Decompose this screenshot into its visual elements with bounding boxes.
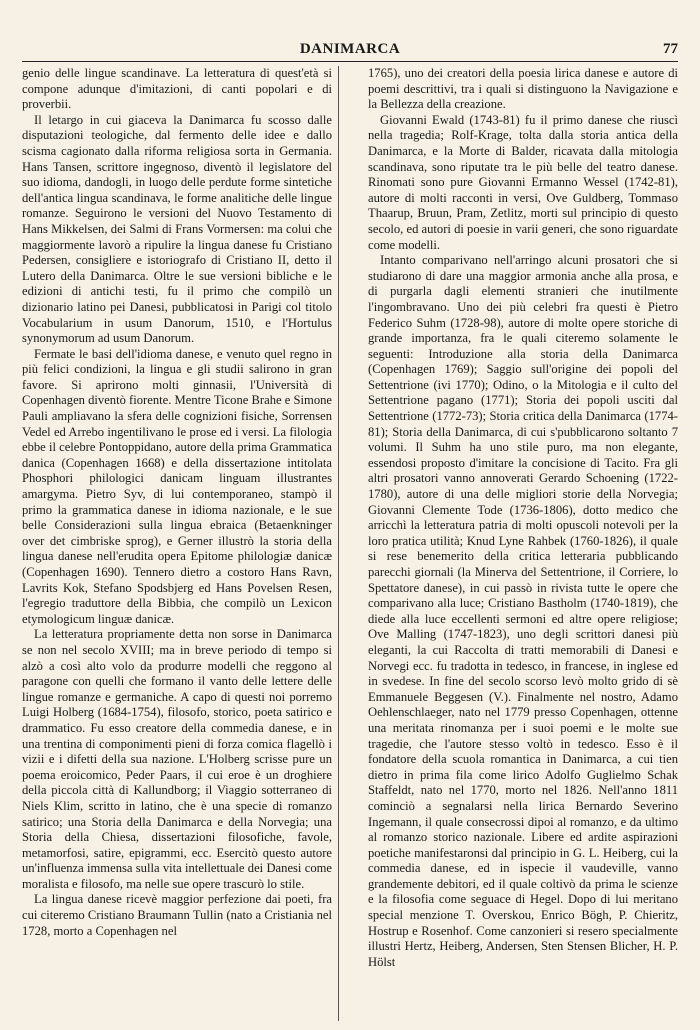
page-number: 77 <box>663 41 678 57</box>
right-column <box>368 66 678 970</box>
paragraph: genio delle lingue scandinave. La letteratura di quest'età si compone adunque d'imitazioni, di canti popolari e di proverbii. <box>22 66 332 112</box>
column-divider <box>338 66 339 1021</box>
paragraph: Il letargo in cui giaceva la Danimarca fu scosso dalle disputazioni teologiche, dal fermento delle idee e dallo scisma cagionato dalla riforma religiosa sorta in Germania. Hans Tansen, scrittore ingegnoso, diventò il legislatore del suo idioma, dandogli, in luogo delle perdute forme sintetiche dell'antica lingua scandinava, le forme analitiche delle lingue romanze. Seguirono le versioni del Nuovo Testamento di Hans Mikkelsen, dei Salmi di Frans Vormersen: ma colui che maggiormente lavorò a ripulire la lingua danese fu Cristiano Pedersen, consigliere e istoriografo di Cristiano II, detto il Lutero della Danimarca. Oltre le sue versioni bibliche e le edizioni di antichi testi, fu il primo che compilò un dizionario latino pei Danesi, pubblicatosi in Parigi col titolo Vocabularium in usum Danorum, 1510, e l'Hortulus synonymorum ad usum Danorum. <box>22 112 332 346</box>
paragraph: La letteratura propriamente detta non sorse in Danimarca se non nel secolo XVIII; ma in breve periodo di tempo si alzò a così alto volo da produrre modelli che reggono al paragone con quelli che formano il vanto delle lettere delle lingue romanze e germaniche. A capo di questi noi porremo Luigi Holberg (1684-1754), filosofo, storico, poeta satirico e drammatico. Fu esso creatore della commedia danese, e in una trentina di componimenti pieni di forza comica flagellò i vizii e i difetti della sua nazione. L'Holberg scrisse pure un poema eroicomico, Peder Paars, il cui eroe è un droghiere della piccola città di Kallundborg; il Viaggio sotterraneo di Niels Klim, scritto in latino, che è una specie di romanzo satirico; una Storia della Danimarca e della Norvegia; una Storia della Chiesa, dissertazioni filosofiche, favole, metamorfosi, satire, epigrammi, ecc. Esercitò questo autore un'influenza immensa sulla vita intellettuale dei Danesi come moralista e filosofo, ma nelle sue opere trascurò lo stile. <box>22 627 332 891</box>
paragraph: Giovanni Ewald (1743-81) fu il primo danese che riuscì nella tragedia; Rolf-Krage, tolta dalla storia antica della Danimarca, e la Morte di Balder, ricavata dalla mitologia scandinava, sono riputate tra le più belle del teatro danese. Rinomati sono pure Giovanni Ermanno Wessel (1742-81), autore di molti racconti in versi, Ove Guldberg, Tommaso Thaarup, Bruun, Pram, Zetlitz, morti sul principio di questo secolo, ed autori di poesie in varii generi, che sono riguardate come modelli. <box>368 112 678 252</box>
paragraph: Fermate le basi dell'idioma danese, e venuto quel regno in più felici condizioni, la lingua e gli studii salirono in gran favore. Si aprirono molti ginnasii, l'Università di Copenhagen diventò fiorente. Mentre Ticone Brahe e Simone Pauli ampliavano la sfera delle cognizioni fisiche, Sorrensen Vedel ed Arrebo ingentilivano le prose ed i versi. La filologia ebbe il celebre Pontoppidano, autore della prima Grammatica danica (Copenhagen 1668) e della dissertazione intitolata Phosphori philologici danicam linguam illustrantes amargyma. Pietro Syv, di lui contemporaneo, stampò il primo la grammatica danese in idioma nazionale, e le sue belle Considerazioni sulla lingua ebraica (Betaenkninger over det cimbriske sprog), e Gerner illustrò la storia della lingua danese nell'erudita opera Epitome philologiæ danicæ (Copenhagen 1690). Tennero dietro a costoro Hans Ravn, Lavrits Kok, Stefano Spodsbjerg ed Hans Povelsen Resen, l'egregio traduttore della Bibbia, che compilò un Lexicon etymologicum linguæ danicæ. <box>22 346 332 626</box>
paragraph: La lingua danese ricevè maggior perfezione dai poeti, fra cui citeremo Cristiano Braumann Tullin (nato a Cristiania nel 1728, morto a Copenhagen nel <box>22 892 332 938</box>
left-column <box>22 66 332 970</box>
header-rule <box>22 61 678 62</box>
paragraph: 1765), uno dei creatori della poesia lirica danese e autore di poemi descrittivi, tra i quali si distinguono la Navigazione e la Bellezza della creazione. <box>368 66 678 112</box>
running-title: DANIMARCA <box>299 41 401 57</box>
paragraph: Intanto comparivano nell'arringo alcuni prosatori che si studiarono di dare una maggior armonia anche alla prosa, e di purgarla dagli elementi stranieri che inutilmente l'ingombravano. Uno dei più celebri fra questi è Pietro Federico Suhm (1728-98), autore di molte opere storiche di grande importanza, fra le quali citeremo solamente le seguenti: Introduzione alla storia della Danimarca (Copenhagen 1769); Saggio sull'origine dei popoli del Settentrione (ivi 1770); Odino, o la Mitologia e il culto del Settentrione pagano (1771); Storia dei popoli usciti dal Settentrione (1772-73); Storia critica della Danimarca (1774-81); Storia della Danimarca, di cui s'pubblicarono soltanto 7 volumi. Il Suhm ha uno stile puro, ma non elegante, essendosi proposto d'imitare la concisione di Tacito. Fra gli altri prosatori vanno annoverati Gerardo Schoening (1722-1780), autore di una delle migliori storie della Norvegia; Giovanni Clemente Tode (1736-1806), dotto medico che arricchì la letteratura patria di molti opuscoli notevoli per la loro pratica utilità; Knud Lyne Rahbek (1760-1826), il quale si rese benemerito della critica letteraria pubblicando parecchi giornali (la Minerva del Settentrione, il Corriere, lo Spettatore danese), in cui passò in rivista tutte le opere che comparivano alla luce; Cristiano Bastholm (1740-1819), che diede alla luce eccellenti sermoni ed altre opere religiose; Ove Malling (1747-1823), uno degli scrittori danesi più eleganti, la cui Raccolta di tratti memorabili di Danesi e Norvegi ecc. fu tradotta in tedesco, in francese, in inglese ed in svedese. In fine del secolo scorso levò molto grido di sè Emmanuele Beggesen (V.). Finalmente nel nostro, Adamo Oehlenschlaeger, nato nel 1779 presso Copenhagen, ottenne una meritata rinomanza per i suoi poemi e le molte sue tragedie, che l'autore stesso voltò in tedesco. Esso è il fondatore della scuola romantica in Danimarca, a cui tien dietro in prima fila come lirico Adolfo Guglielmo Schak Staffeldt, nato nel 1770, morto nel 1826. Nell'anno 1811 cominciò a segnalarsi nella lirica Bernardo Severino Ingemann, il quale consecrossi dipoi al romanzo, e da ultimo al romanzo storico nazionale. Libere ed ardite aspirazioni poetiche manifestaronsi dal principio in G. L. Heiberg, cui la commedia danese, ed in ispecie il vaudeville, vanno grandemente debitori, ed il quale coltivò da prima le scienze e la filosofia come seguace di Hegel. Dopo di lui meritano special menzione T. Overskou, Enrico Bögh, P. Chieritz, Hostrup e Rosenhof. Come canzonieri si resero specialmente illustri Hertz, Heiberg, Andersen, Sten Stensen Blicher, H. P. Hölst <box>368 253 678 969</box>
text-columns <box>22 66 678 970</box>
